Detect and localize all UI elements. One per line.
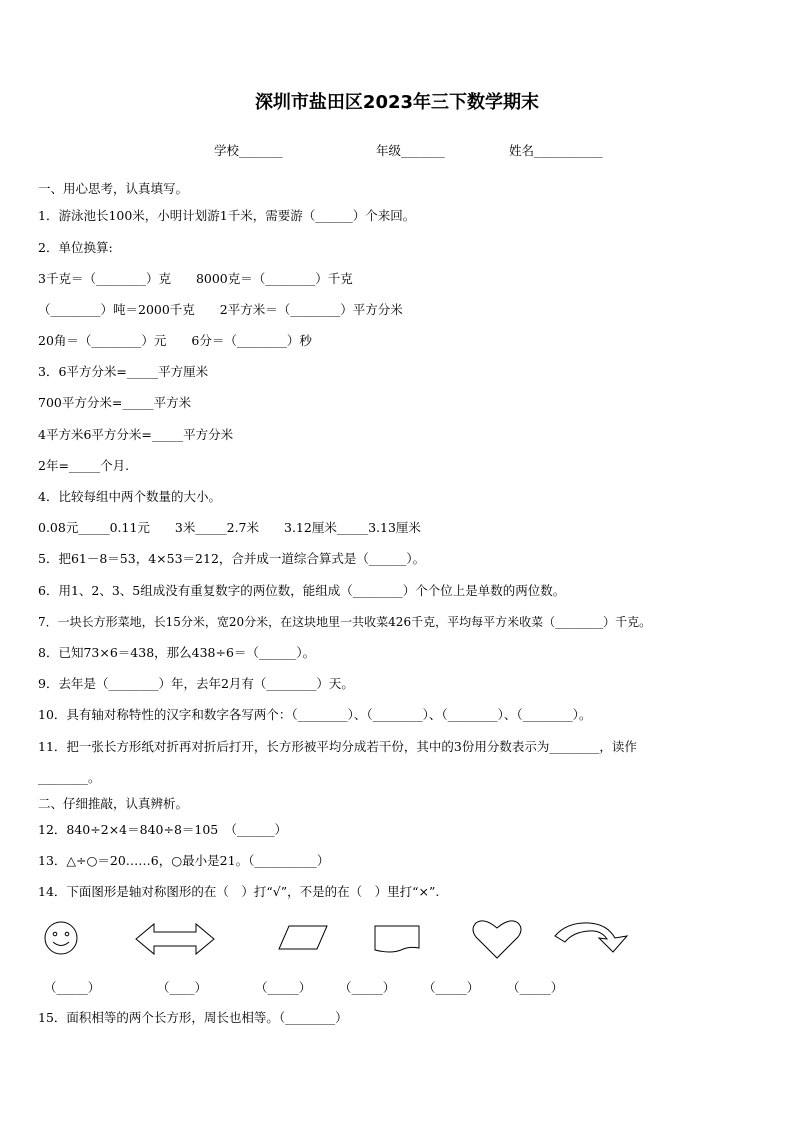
answer-blank[interactable]: （_____） <box>44 980 101 995</box>
question-11-row-2: ________。 <box>38 770 101 785</box>
question-4: 4．比较每组中两个数量的大小。 <box>38 489 221 504</box>
question-3-row-2: 700平方分米=_____平方米 <box>38 395 192 410</box>
question-1: 1．游泳池长100米，小明计划游1千米，需要游（______）个来回。 <box>38 208 416 223</box>
answer-blank[interactable]: （_____） <box>339 980 396 995</box>
question-10: 10．具有轴对称特性的汉字和数字各写两个：（________）、（________）、（________）、（________）。 <box>38 707 592 722</box>
question-4-row-2: 0.08元_____0.11元 3米_____2.7米 3.12厘米_____3.13厘米 <box>38 520 421 535</box>
smiley-face-icon <box>40 920 82 956</box>
question-15: 15．面积相等的两个长方形，周长也相等。（________） <box>38 1010 348 1025</box>
question-7: 7．一块长方形菜地，长15分米，宽20分米，在这块地里一共收菜426千克，平均每平方米收菜（________）千克。 <box>38 615 652 629</box>
question-6: 6．用1、2、3、5组成没有重复数字的两位数，能组成（________）个个位上是单数的两位数。 <box>38 583 566 598</box>
answer-blank[interactable]: （_____） <box>507 980 564 995</box>
heart-icon <box>471 918 523 960</box>
school-field: 学校_______ <box>214 143 283 158</box>
question-2-row-2: （________）吨＝2000千克 2平方米＝（________）平方分米 <box>38 302 403 317</box>
answer-blank[interactable]: （_____） <box>255 980 312 995</box>
parallelogram-icon <box>277 924 329 952</box>
section-2-heading: 二、仔细推敲，认真辨析。 <box>38 796 189 811</box>
answer-blank[interactable]: （_____） <box>423 980 480 995</box>
question-5: 5．把61－8＝53，4×53＝212，合并成一道综合算式是（______）。 <box>38 551 426 566</box>
curved-arrow-icon <box>553 918 633 956</box>
question-8: 8．已知73×6＝438，那么438÷6＝（______）。 <box>38 645 316 660</box>
grade-field: 年级_______ <box>376 143 445 158</box>
question-2-row-1: 3千克＝（________）克 8000克＝（________）千克 <box>38 271 353 286</box>
question-14: 14．下面图形是轴对称图形的在（ ）打“√”，不是的在（ ）里打“×”. <box>38 884 440 899</box>
question-9: 9．去年是（________）年，去年2月有（________）天。 <box>38 676 354 691</box>
name-field: 姓名___________ <box>509 143 603 158</box>
page-title: 深圳市盐田区2023年三下数学期末 <box>254 92 540 113</box>
question-2-row-3: 20角＝（________）元 6分＝（________）秒 <box>38 333 312 348</box>
question-3-row-4: 2年=_____个月. <box>38 458 130 473</box>
flag-shape-icon <box>373 924 423 954</box>
section-1-heading: 一、用心思考，认真填写。 <box>38 181 189 196</box>
question-12: 12．840÷2×4＝840÷8＝105 （______） <box>38 822 288 837</box>
question-3: 3．6平方分米=_____平方厘米 <box>38 364 209 379</box>
question-13: 13．△÷○＝20……6，○最小是21。（__________） <box>38 853 330 868</box>
question-11: 11．把一张长方形纸对折再对折后打开，长方形被平均分成若干份，其中的3份用分数表示为________，读作 <box>38 739 637 754</box>
double-arrow-icon <box>134 922 216 956</box>
question-2: 2．单位换算: <box>38 240 113 255</box>
answer-blank[interactable]: （____） <box>157 980 208 995</box>
question-3-row-3: 4平方米6平方分米=_____平方分米 <box>38 427 234 442</box>
